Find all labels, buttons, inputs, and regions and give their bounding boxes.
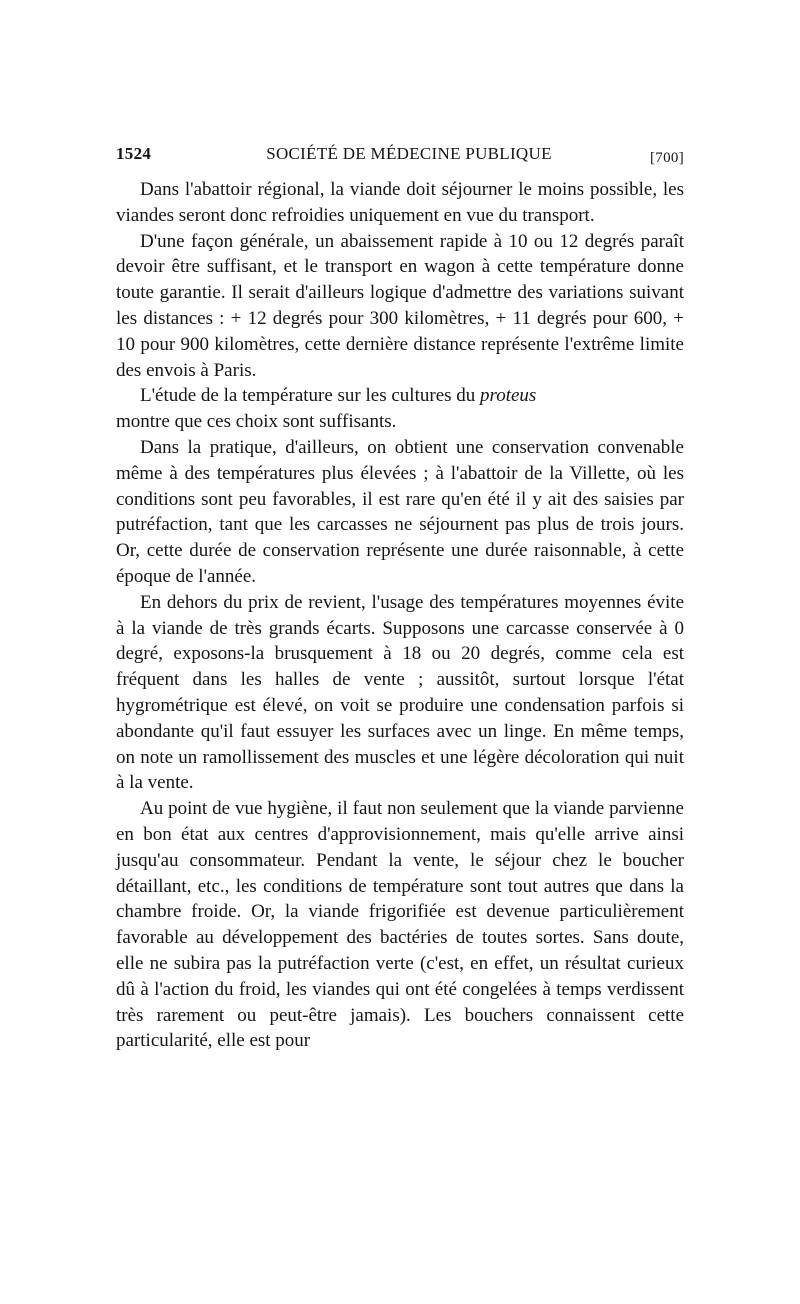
section-reference: [700]	[650, 150, 684, 166]
paragraph-pratique-villette: Dans la pratique, d'ailleurs, on obtient une conservation convenable même à des températures plus élevées ; à l'abattoir de la Villette, où les conditions sont peu favorables, il est rare qu'en été il y ait des saisies par putréfaction, tant que les carcasses ne séjournent pas plus de trois jours. Or, cette durée de conservation représente une durée raisonnable, à cette époque de l'année.	[116, 436, 684, 587]
running-header	[116, 140, 684, 174]
paragraph-abattoir-regional: Dans l'abattoir régional, la viande doit séjourner le moins possible, les viandes seront donc refroidies uniquement en vue du transport.	[116, 179, 684, 226]
paragraph-proteus-cultures	[116, 383, 684, 435]
paragraph-hygiene: Au point de vue hygiène, il faut non seulement que la viande parvienne en bon état aux centres d'approvisionnement, mais qu'elle arrive ainsi jusqu'au consommateur. Pendant la vente, le séjour chez le boucher détaillant, etc., les conditions de température sont tout autres que dans la chambre froide. Or, la viande frigorifiée est devenue particulièrement favorable au développement des bactéries de toutes sortes. Sans doute, elle ne subira pas la putréfaction verte (c'est, en effet, un résultat curieux dû à l'action du froid, les viandes qui ont été congelées à temps verdissent très rarement ou peut-être jamais). Les bouchers connaissent cette particularité, elle est pour	[116, 798, 684, 1052]
paragraph-temperature-transport: D'une façon générale, un abaissement rapide à 10 ou 12 degrés paraît devoir être suffisant, et le transport en wagon à cette température donne toute garantie. Il serait d'ailleurs logique d'admettre des variations suivant les distances : + 12 degrés pour 300 kilomètres, + 11 degrés pour 600, + 10 pour 900 kilomètres, cette dernière distance représente l'extrême limite des envois à Paris.	[116, 230, 684, 381]
body-text	[116, 177, 684, 1054]
page-number: 1524	[116, 144, 152, 163]
proteus-italic-term: proteus	[480, 385, 537, 407]
proteus-text-after: montre que ces choix sont suffisants.	[116, 411, 397, 433]
running-title: SOCIÉTÉ DE MÉDECINE PUBLIQUE	[266, 144, 552, 163]
proteus-text-before: L'étude de la température sur les cultures du	[140, 385, 481, 407]
paragraph-temperatures-moyennes: En dehors du prix de revient, l'usage des températures moyennes évite à la viande de très grands écarts. Supposons une carcasse conservée à 0 degré, exposons-la brusquement à 18 ou 20 degrés, comme cela est fréquent dans les halles de vente ; aussitôt, surtout lorsque l'état hygrométrique est élevé, on voit se produire une condensation parfois si abondante qu'il faut essuyer les surfaces avec un linge. En même temps, on note un ramollissement des muscles et une légère décoloration qui nuit à la vente.	[116, 591, 684, 794]
